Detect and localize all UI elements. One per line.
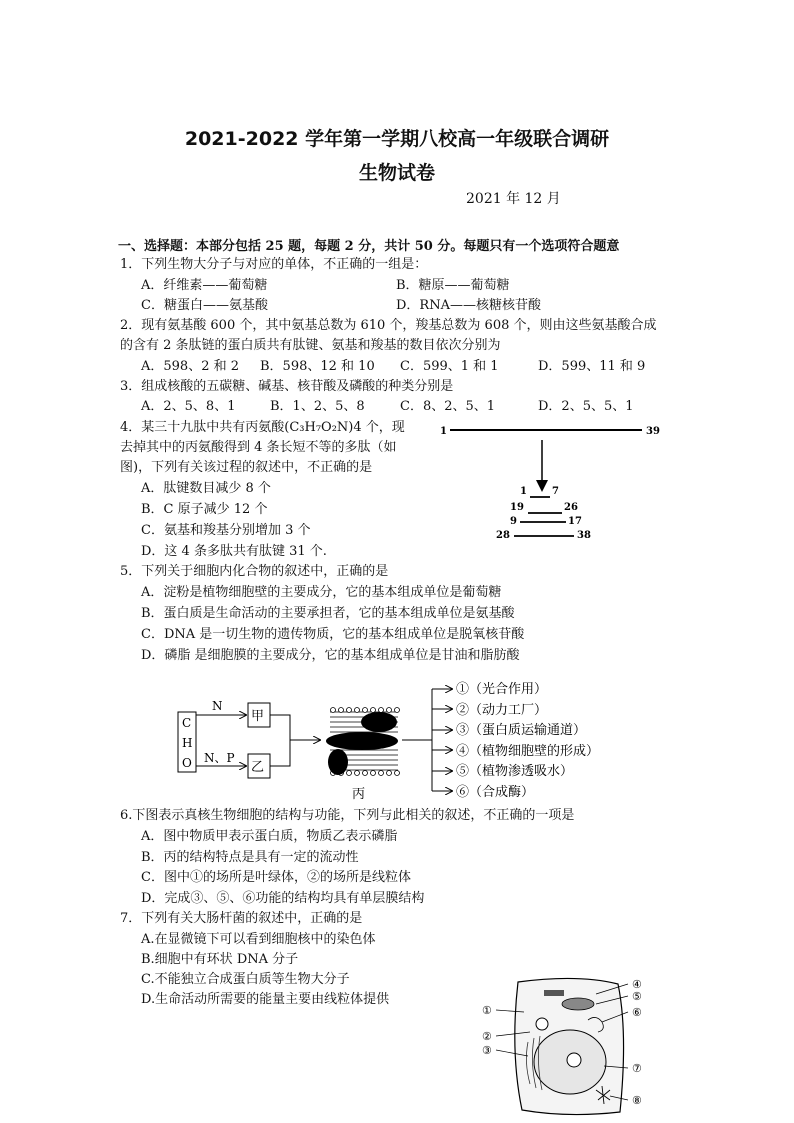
q6-stem: 6.下图表示真核生物细胞的结构与功能，下列与此相关的叙述，不正确的一项是 — [120, 808, 575, 823]
q3-option-a: A．2、5、8、1 — [141, 399, 236, 414]
seg2-left-label: 19 — [510, 502, 524, 513]
function-2: ②（动力工厂） — [456, 703, 548, 718]
cell-structure-function-figure — [170, 676, 640, 804]
q6-option-d: D．完成③、⑤、⑥功能的结构均具有单层膜结构 — [141, 891, 425, 906]
diagram-top-right-label: 39 — [646, 426, 660, 437]
seg3-left-label: 9 — [510, 516, 517, 527]
q2-option-b: B．598、12 和 10 — [260, 359, 375, 374]
function-1: ①（光合作用） — [456, 682, 548, 697]
function-4: ④（植物细胞壁的形成） — [456, 744, 600, 759]
q4-stem-line3: 图)，下列有关该过程的叙述中，不正确的是 — [120, 460, 373, 475]
exam-date: 2021 年 12 月 — [466, 191, 561, 207]
q5-option-d: D．磷脂 是细胞膜的主要成分，它的基本组成单位是甘油和脂肪酸 — [141, 648, 520, 663]
seg1-left-label: 1 — [520, 486, 527, 497]
q3-stem: 3．组成核酸的五碳糖、碱基、核苷酸及磷酸的种类分别是 — [120, 379, 454, 394]
q4-option-d: D．这 4 条多肽共有肽键 31 个. — [141, 544, 327, 559]
q6-option-a: A．图中物质甲表示蛋白质，物质乙表示磷脂 — [141, 829, 398, 844]
q5-option-c: C．DNA 是一切生物的遗传物质，它的基本组成单位是脱氧核苷酸 — [141, 627, 525, 642]
q4-option-a: A．肽键数目减少 8 个 — [141, 481, 271, 496]
diagram-top-left-label: 1 — [440, 426, 447, 437]
q1-option-b: B．糖原——葡萄糖 — [396, 278, 510, 293]
exam-title: 2021-2022 学年第一学期八校高一年级联合调研 — [184, 128, 610, 150]
seg2-right-label: 26 — [564, 502, 578, 513]
centrosome-icon — [536, 1018, 548, 1030]
q7-option-a: A.在显微镜下可以看到细胞核中的染色体 — [141, 932, 376, 947]
section-heading: 一、选择题：本部分包括 25 题，每题 2 分，共计 50 分。每题只有一个选项符合题意 — [118, 239, 620, 254]
cell-label-4: ④ — [632, 978, 642, 991]
q4-option-c: C．氨基和羧基分别增加 3 个 — [141, 523, 311, 538]
seg3-right-label: 17 — [568, 516, 582, 527]
label-np: N、P — [204, 751, 235, 765]
q1-option-c: C．糖蛋白——氨基酸 — [141, 298, 268, 313]
cell-label-8: ⑧ — [632, 1094, 642, 1107]
q7-stem: 7．下列有关大肠杆菌的叙述中，正确的是 — [120, 911, 363, 926]
q3-option-b: B．1、2、5、8 — [270, 399, 365, 414]
q7-option-b: B.细胞中有环状 DNA 分子 — [141, 952, 299, 967]
q6-option-b: B．丙的结构特点是具有一定的流动性 — [141, 850, 359, 865]
q4-option-b: B．C 原子减少 12 个 — [141, 502, 268, 517]
element-h: H — [182, 736, 193, 750]
q5-stem: 5．下列关于细胞内化合物的叙述中，正确的是 — [120, 564, 389, 579]
connector-bracket — [270, 715, 290, 766]
cell-label-3: ③ — [482, 1044, 492, 1057]
q2-stem-line2: 的含有 2 条肽链的蛋白质共有肽键、氨基和羧基的数目依次分别为 — [120, 338, 501, 353]
cell-label-5: ⑤ — [632, 990, 642, 1003]
q3-option-c: C．8、2、5、1 — [400, 399, 496, 414]
q7-option-c: C.不能独立合成蛋白质等生物大分子 — [141, 972, 350, 987]
function-6: ⑥（合成酶） — [456, 785, 535, 800]
q6-option-c: C．图中①的场所是叶绿体，②的场所是线粒体 — [141, 870, 411, 885]
function-3: ③（蛋白质运输通道） — [456, 723, 587, 738]
cell-label-2: ② — [482, 1030, 492, 1043]
q1-option-d: D．RNA——核糖核苷酸 — [396, 298, 541, 313]
label-bing: 丙 — [352, 787, 366, 802]
cell-label-1: ① — [482, 1004, 492, 1017]
nucleolus-icon — [567, 1053, 581, 1067]
q7-option-d: D.生命活动所需要的能量主要由线粒体提供 — [141, 992, 390, 1007]
q5-option-a: A．淀粉是植物细胞壁的主要成分，它的基本组成单位是葡萄糖 — [141, 585, 502, 600]
q2-option-c: C．599、1 和 1 — [400, 359, 499, 374]
seg4-right-label: 38 — [577, 530, 591, 541]
q4-stem-line2: 去掉其中的丙氨酸得到 4 条长短不等的多肽（如 — [120, 440, 397, 455]
q1-option-a: A．纤维素——葡萄糖 — [141, 278, 268, 293]
label-yi: 乙 — [251, 760, 265, 775]
q2-option-a: A．598、2 和 2 — [141, 359, 240, 374]
membrane-icon — [326, 708, 400, 776]
label-jia: 甲 — [251, 709, 265, 724]
cell-label-6: ⑥ — [632, 1006, 642, 1019]
q3-option-d: D．2、5、5、1 — [538, 399, 634, 414]
arrow-head-icon — [536, 480, 548, 492]
animal-cell-figure — [478, 972, 678, 1118]
peptide-diagram — [436, 418, 668, 546]
element-o: O — [182, 756, 192, 770]
seg1-right-label: 7 — [552, 486, 559, 497]
golgi-icon — [544, 990, 564, 996]
mitochondrion-icon — [562, 998, 594, 1010]
cell-label-7: ⑦ — [632, 1062, 642, 1075]
seg4-left-label: 28 — [496, 530, 510, 541]
exam-subtitle: 生物试卷 — [358, 162, 435, 184]
q1-stem: 1．下列生物大分子与对应的单体，不正确的一组是： — [120, 257, 428, 272]
q5-option-b: B．蛋白质是生命活动的主要承担者，它的基本组成单位是氨基酸 — [141, 606, 515, 621]
function-5: ⑤（植物渗透吸水） — [456, 764, 574, 779]
q2-option-d: D．599、11 和 9 — [538, 359, 646, 374]
element-c: C — [182, 716, 192, 730]
q4-stem-line1: 4．某三十九肽中共有丙氨酸(C₃H₇O₂N)4 个，现 — [120, 420, 405, 435]
label-n: N — [212, 699, 223, 713]
q2-stem-line1: 2．现有氨基酸 600 个，其中氨基总数为 610 个，羧基总数为 608 个，则由这些氨基酸合成 — [120, 318, 657, 333]
